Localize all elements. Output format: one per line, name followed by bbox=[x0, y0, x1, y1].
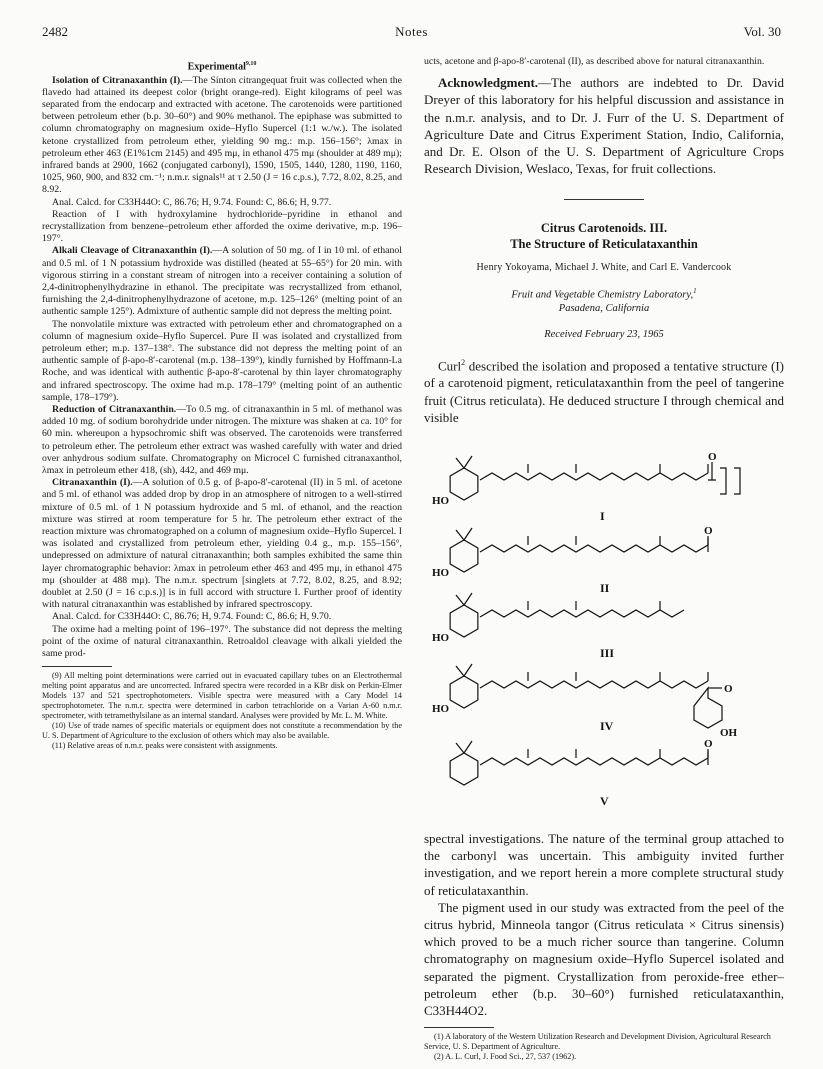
hydroxyl-label: HO bbox=[432, 567, 450, 580]
footnotes bbox=[424, 1027, 784, 1062]
polyene-chain-1-methyls bbox=[528, 464, 708, 473]
hydroxyl-label: HO bbox=[432, 495, 450, 508]
ionone-ring-3-methyls bbox=[456, 593, 472, 605]
intro-paragraph: Curl$^2$ described the isolation and proposed a tentative structure (I) of a carotenoid pigment, reticulataxanthin from the peel of tangerine fruit (Citrus reticulata). He deduced structure I through chemical and visible bbox=[424, 357, 784, 425]
hydroxyl-label: HO bbox=[432, 703, 450, 716]
polyene-chain-3 bbox=[480, 610, 684, 617]
oxygen-label: O bbox=[708, 451, 717, 464]
hydroxyl-label: OH bbox=[720, 727, 738, 740]
footnote: (2) A. L. Curl, J. Food Sci., 27, 537 (1962). bbox=[434, 1052, 577, 1062]
article-title-2: The Structure of Reticulataxanthin bbox=[510, 237, 698, 252]
article-title-1: Citrus Carotenoids. III. bbox=[540, 221, 668, 236]
ionone-ring-1 bbox=[450, 468, 478, 500]
left-column bbox=[42, 56, 402, 751]
carbonyl bbox=[708, 462, 716, 480]
ionone-ring-4 bbox=[450, 676, 478, 708]
structures-figure bbox=[424, 426, 784, 830]
page-number: 2482 bbox=[42, 24, 68, 39]
footnote-rule bbox=[424, 1027, 494, 1028]
article-separator bbox=[564, 199, 644, 200]
polyene-chain-4-methyls bbox=[528, 672, 708, 681]
paragraph: Reduction of Citranaxanthin.—To 0.5 mg. of citranaxanthin in 5 ml. of methanol was added 10 mg. of sodium borohydride under nitrogen. The mixture was shaken at ca. 10° for 60 min. whereupon a hypsochromic shift was observed. The carotenoids were transferred to petroleum ether. The petroleum ether extract was washed carefully with water and dried over anhydrous sodium sulfate. Chromatography on Microcel C furnished citranaxanthol, λmax in petroleum ether 418, (sh), 442, and 469 mμ. bbox=[42, 404, 402, 477]
polyene-chain-5-methyls bbox=[528, 749, 708, 758]
bracket bbox=[720, 468, 740, 494]
ionone-ring-1-methyls bbox=[456, 456, 472, 468]
footnotes bbox=[42, 666, 402, 751]
structure-label-III: III bbox=[600, 646, 615, 661]
structure-label-II: II bbox=[600, 581, 610, 596]
polyene-chain-1 bbox=[480, 473, 708, 480]
oxygen-label: O bbox=[724, 683, 733, 696]
affiliation: Fruit and Vegetable Chemistry Laboratory,$^1$ Pasadena, California bbox=[511, 287, 697, 314]
paragraph: Reaction of I with hydroxylamine hydrochloride–pyridine in ethanol and recrystallization from benzene–petroleum ether afforded the oxime derivative, m.p. 196–197°. bbox=[42, 208, 402, 245]
paragraph: The pigment used in our study was extracted from the peel of the citrus hybrid, Minneola tangor (Citrus reticulata × Citrus sinensis) which proved to be a much richer source than tangerine. Column chromatography on magnesium oxide–Hyflo Supercel isolated and separated the pigment. Crystallization from peroxide-free ether–petroleum ether (b.p. 30–60°) furnished reticulataxanthin, C33H44O2. bbox=[424, 899, 784, 1019]
running-header bbox=[42, 24, 781, 42]
ionone-ring-2-methyls bbox=[456, 528, 472, 540]
ionone-ring-4-methyls bbox=[456, 664, 472, 676]
ionone-ring-3 bbox=[450, 605, 478, 637]
structure-label-V: V bbox=[600, 794, 609, 809]
oxygen-label: O bbox=[704, 738, 713, 751]
acknowledgment: Acknowledgment.—The authors are indebted to Dr. David Dreyer of this laboratory for his helpful discussion and assistance in the n.m.r. analysis, and to Dr. J. Furr of the U. S. Department of Agriculture Date and Citrus Experiment Station, Indio, California, and Dr. E. Olson of the U. S. Department of Agriculture Crops Research Division, Weslaco, Texas, for fruit collections. bbox=[424, 75, 784, 177]
polyene-chain-5 bbox=[480, 758, 708, 765]
paragraph: The oxime had a melting point of 196–197°. The substance did not depress the melting point of the oxime of natural citranaxanthin. Retroaldol cleavage with alkali yielded the same prod- bbox=[42, 623, 402, 660]
ionone-ring-5-methyls bbox=[456, 741, 472, 753]
analysis: Anal. Calcd. for C33H44O: C, 86.76; H, 9.74. Found: C, 86.6; H, 9.77. bbox=[52, 196, 332, 208]
section-title: Notes bbox=[395, 24, 428, 39]
hydroxyl-label: HO bbox=[432, 632, 450, 645]
paragraph-continuation: ucts, acetone and β-apo-8′-carotenal (II), as described above for natural citranaxanthin. bbox=[424, 56, 765, 67]
paragraph: The nonvolatile mixture was extracted with petroleum ether and chromatographed on a column of magnesium oxide–Hyflo Supercel. Pure II was isolated and crystallized from petroleum ether; m.p. 137–138°. The substance did not depress the melting point of an authentic sample of β-apo-8′-carotenal (m.p. 138–139°), kindly furnished by Hoffmann-La Roche, and was identical with authentic β-apo-8′-carotenal by thin layer chromatography and infrared spectroscopy. The oxime had m.p. 178–179° (melting point of an authentic sample, 178–179°). bbox=[42, 318, 402, 403]
volume-number: Vol. 30 bbox=[743, 24, 781, 39]
polyene-chain-4 bbox=[480, 681, 708, 688]
authors: Henry Yokoyama, Michael J. White, and Carl E. Vandercook bbox=[476, 262, 732, 274]
footnote: (11) Relative areas of n.m.r. peaks were consistent with assignments. bbox=[52, 741, 278, 751]
paragraph: spectral investigations. The nature of the terminal group attached to the carbonyl was uncertain. This ambiguity invited further investigation, and we report herein a more complete structural study of reticulataxanthin. bbox=[424, 831, 784, 898]
paragraph: Citranaxanthin (I).—A solution of 0.5 g. of β-apo-8′-carotenal (II) in 5 ml. of acetone and 5 ml. of ethanol was added drop by drop in an atmosphere of nitrogen to a well-stirred mixture of 0.5 ml. of 1 N potassium hydroxide and 5 ml. of ethanol, and the reaction mixture was stirred at room temperature for 5 hr. The petroleum ether extract of the reaction mixture was chromatographed on a column of magnesium oxide–Hyflo Supercel. I was isolated and crystallized from petroleum ether, yielding 0.4 g., m.p. 155–156°, undepressed on admixture of natural citranaxanthin; both samples exhibited the same thin layer chromatographic behavior: λmax in petroleum ether 463 and 495 mμ, in ethanol 475 mμ (shoulder at 488 mμ). The n.m.r. spectrum [singlets at 7.72, 8.02, 8.25, and 8.92; doublet at 2.50 (J = 16 c.p.s.)] is in full accord with structure I. Further proof of identity with natural citranaxanthin was established by infrared spectroscopy. bbox=[42, 477, 402, 611]
analysis: Anal. Calcd. for C33H44O: C, 86.76; H, 9.74. Found: C, 86.6; H, 9.70. bbox=[52, 611, 332, 623]
paragraph: Alkali Cleavage of Citranaxanthin (I).—A solution of 50 mg. of I in 10 ml. of ethanol and 0.5 ml. of 1 N potassium hydroxide was distilled (heated at 55–65°) for 20 min. with vigorous stirring in a constant stream of nitrogen into a receiver containing a solution of 2,4-dinitrophenylhydrazine in ethanol. The precipitate was recrystallized from ethanol, furnishing the 2,4-dinitrophenylhydrazone of acetone, m.p. 125–126° (melting point of an authentic sample 125°). Admixture of authentic sample did not depress the melting point. bbox=[42, 245, 402, 318]
structure-label-IV: IV bbox=[600, 719, 614, 734]
footnote-rule bbox=[42, 666, 112, 667]
footnote: (10) Use of trade names of specific materials or equipment does not constitute a recommendation by the U. S. Department of Agriculture to the exclusion of others which may also be available. bbox=[42, 721, 402, 741]
received-date: Received February 23, 1965 bbox=[544, 328, 664, 340]
cyclopentanol-ring bbox=[694, 688, 722, 728]
ionone-ring-2 bbox=[450, 540, 478, 572]
polyene-chain-2 bbox=[480, 545, 708, 552]
structure-label-I: I bbox=[600, 509, 605, 524]
footnote: (9) All melting point determinations were carried out in evacuated capillary tubes on an Electrothermal melting point apparatus and are uncorrected. Infrared spectra were recorded in a KBr disk on Perkin-Elmer Models 137 and 521 spectrophotometers. Visible spectra were measured with a Cary Model 14 spectrophotometer. The n.m.r. spectra were determined in carbon tetrachloride on a Varian A-60 n.m.r. spectrometer, with tetramethylsilane as an internal standard. Analyses were provided by Mr. L. M. White. bbox=[42, 671, 402, 721]
polyene-chain-2-methyls bbox=[528, 536, 708, 545]
oxygen-label: O bbox=[704, 525, 713, 538]
ionone-ring-5 bbox=[450, 753, 478, 785]
polyene-chain-3-methyls bbox=[528, 601, 660, 610]
paragraph: Isolation of Citranaxanthin (I).—The Sinton citrangequat fruit was collected when the flavedo had attained its deepest color (bright orange-red). Eight kilograms of peel was separated from the endocarp and extracted with acetone. The carotenoids were partitioned between petroleum ether (b.p. 30–60°) and 90% methanol. The epiphase was submitted to column chromatography on magnesium oxide–Hyflo Supercel (1:1 w./w.). The isolated ketone crystallized from petroleum ether, yielding 90 mg.: m.p. 156–156°; λmax in petroleum ether 463 (E1%1cm 2145) and 495 mμ, in ethanol 475 mμ (shoulder at 489 mμ); infrared bands at 2900, 1662 (conjugated carbonyl), 1590, 1505, 1440, 1280, 1190, 1160, 1025, 960, 900, and 832 cm.⁻¹; n.m.r. signals¹¹ at τ 2.50 (J = 16 c.p.s.), 7.72, 8.02, 8.25, and 8.92. bbox=[42, 74, 402, 196]
footnote: (1) A laboratory of the Western Utilization Research and Development Division, Agricultural Research Service, U. S. Department of Agriculture. bbox=[424, 1032, 771, 1052]
right-column bbox=[424, 56, 784, 1062]
experimental-heading: Experimental$^{9,10}$ bbox=[187, 61, 257, 73]
